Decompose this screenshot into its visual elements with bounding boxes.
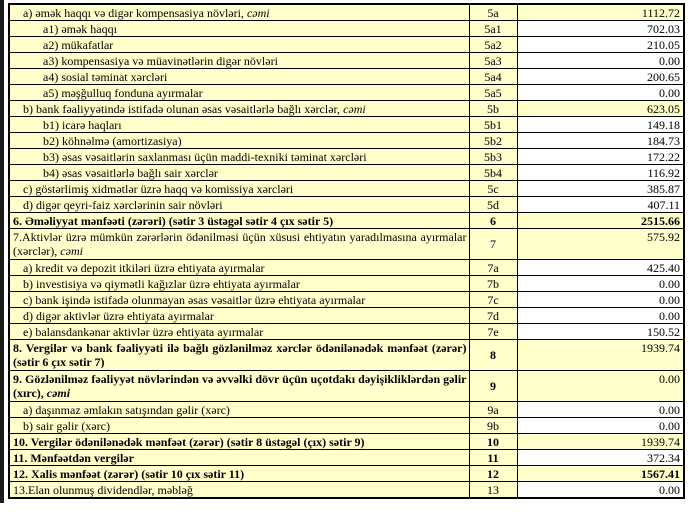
cell-code-5b3: 5b3 (469, 149, 517, 165)
cell-value-6: 2515.66 (517, 213, 684, 229)
cell-code-5a4: 5a4 (469, 69, 517, 85)
cell-label-5a5: a5) məşğulluq fonduna ayırmalar (9, 85, 469, 101)
table-row (9, 165, 684, 181)
cell-code-5d: 5d (469, 197, 517, 213)
table-row (9, 260, 684, 276)
cell-label-5a1: a1) əmək haqqı (9, 21, 469, 37)
cell-code-12: 12 (469, 466, 517, 482)
cell-label-5b4: b4) əsas vəsaitlərlə bağlı sair xərclər (9, 165, 469, 181)
cell-value-5b1: 149.18 (517, 117, 684, 133)
cell-value-11: 372.34 (517, 450, 684, 466)
cell-label-7: 7.Aktivlər üzrə mümkün zərərlərin ödənilməsi üçün xüsusi ehtiyatın yaradılmasına ayırmalar (xərclər), cəmi (9, 229, 469, 260)
cell-label-7b: b) investisiya və qiymətli kağızlar üzrə ehtiyata ayırmalar (9, 276, 469, 292)
table-row (9, 482, 684, 499)
cell-value-5a1: 702.03 (517, 21, 684, 37)
table-row (9, 402, 684, 418)
cell-value-5b4: 116.92 (517, 165, 684, 181)
table-row (9, 229, 684, 260)
table-row (9, 434, 684, 450)
cell-label-9b: b) sair gəlir (xərc) (9, 418, 469, 434)
cell-value-5b3: 172.22 (517, 149, 684, 165)
cell-code-5a2: 5a2 (469, 37, 517, 53)
cell-code-7a: 7a (469, 260, 517, 276)
table-row (9, 292, 684, 308)
table-row (9, 418, 684, 434)
table-row (9, 324, 684, 340)
cell-label-9a: a) daşınmaz əmlakın satışından gəlir (xərc) (9, 402, 469, 418)
cell-label-9: 9. Gözlənilməz fəaliyyət növlərindən və əvvəlki dövr üçün uçotdakı dəyişikliklərdən gəlir (xırc), cəmi (9, 371, 469, 402)
cell-value-7: 575.92 (517, 229, 684, 260)
table-row (9, 308, 684, 324)
cell-label-8: 8. Vergilər və bank fəaliyyəti ilə bağlı gözlənilməz xərclər ödənilənədək mənfəət (zərər) (sətir 6 çıx sətir 7) (9, 340, 469, 371)
table-row (9, 85, 684, 101)
table-row (9, 101, 684, 117)
cell-code-9b: 9b (469, 418, 517, 434)
cell-label-7c: c) bank işində istifadə olunmayan əsas vəsaitlər üzrə ehtiyata ayırmalar (9, 292, 469, 308)
cell-code-5a3: 5a3 (469, 53, 517, 69)
cell-code-10: 10 (469, 434, 517, 450)
cell-label-7d: d) digər aktivlər üzrə ehtiyata ayırmalar (9, 308, 469, 324)
cell-code-6: 6 (469, 213, 517, 229)
cell-code-5b: 5b (469, 101, 517, 117)
cell-value-9b: 0.00 (517, 418, 684, 434)
cell-value-5a5: 0.00 (517, 85, 684, 101)
cell-label-5b2: b2) köhnəlmə (amortizasiya) (9, 133, 469, 149)
cell-value-9: 0.00 (517, 371, 684, 402)
cell-label-5b: b) bank fəaliyyətində istifadə olunan əsas vəsaitlərlə bağlı xərclər, cəmi (9, 101, 469, 117)
cell-value-9a: 0.00 (517, 402, 684, 418)
cell-code-7d: 7d (469, 308, 517, 324)
table-row (9, 466, 684, 482)
table-row (9, 4, 684, 21)
cell-code-5c: 5c (469, 181, 517, 197)
cell-code-5b4: 5b4 (469, 165, 517, 181)
cell-label-6: 6. Əməliyyat mənfəəti (zərəri) (sətir 3 üstəgəl sətir 4 çıx sətir 5) (9, 213, 469, 229)
cell-value-12: 1567.41 (517, 466, 684, 482)
cell-label-5a3: a3) kompensasiya və müavinətlərin digər növləri (9, 53, 469, 69)
cell-value-5a4: 200.65 (517, 69, 684, 85)
cell-value-7d: 0.00 (517, 308, 684, 324)
cell-label-13: 13.Elan olunmuş dividendlər, məbləğ (9, 482, 469, 499)
cell-label-11: 11. Mənfəətdən vergilər (9, 450, 469, 466)
table-row (9, 371, 684, 402)
table-row (9, 53, 684, 69)
table-row (9, 21, 684, 37)
cell-code-9a: 9a (469, 402, 517, 418)
cell-code-7b: 7b (469, 276, 517, 292)
cell-label-5d: d) digər qeyri-faiz xərclərinin sair növləri (9, 197, 469, 213)
table-row (9, 450, 684, 466)
cell-label-7e: e) balansdankənar aktivlər üzrə ehtiyata ayırmalar (9, 324, 469, 340)
cell-value-5d: 407.11 (517, 197, 684, 213)
table-row (9, 197, 684, 213)
cell-label-5a: a) əmək haqqı və digər kompensasiya növləri, cəmi (9, 4, 469, 21)
cell-value-5a3: 0.00 (517, 53, 684, 69)
cell-label-12: 12. Xalis mənfəət (zərər) (sətir 10 çıx sətir 11) (9, 466, 469, 482)
cell-label-7a: a) kredit və depozit itkiləri üzrə ehtiyata ayırmalar (9, 260, 469, 276)
cell-label-10: 10. Vergilər ödənilənədək mənfəət (zərər) (sətir 8 üstəgəl (çıx) sətir 9) (9, 434, 469, 450)
cell-code-7c: 7c (469, 292, 517, 308)
report-table-body (9, 4, 684, 498)
cell-code-5a: 5a (469, 4, 517, 21)
table-row (9, 37, 684, 53)
cell-code-5b2: 5b2 (469, 133, 517, 149)
cell-value-7e: 150.52 (517, 324, 684, 340)
cell-label-5b3: b3) əsas vəsaitlərin saxlanması üçün maddi-texniki təminat xərcləri (9, 149, 469, 165)
cell-label-5a4: a4) sosial təminat xərcləri (9, 69, 469, 85)
cell-value-10: 1939.74 (517, 434, 684, 450)
cell-value-7b: 0.00 (517, 276, 684, 292)
cell-value-7a: 425.40 (517, 260, 684, 276)
cell-code-5a5: 5a5 (469, 85, 517, 101)
cell-code-5a1: 5a1 (469, 21, 517, 37)
table-row (9, 133, 684, 149)
cell-value-8: 1939.74 (517, 340, 684, 371)
cell-code-11: 11 (469, 450, 517, 466)
cell-value-5c: 385.87 (517, 181, 684, 197)
table-row (9, 117, 684, 133)
cell-code-5b1: 5b1 (469, 117, 517, 133)
cell-value-13: 0.00 (517, 482, 684, 499)
table-row (9, 276, 684, 292)
table-row (9, 340, 684, 371)
cell-code-7: 7 (469, 229, 517, 260)
cell-value-5b2: 184.73 (517, 133, 684, 149)
page-edge-strip (0, 0, 4, 503)
cell-code-7e: 7e (469, 324, 517, 340)
cell-label-5b1: b1) icarə haqları (9, 117, 469, 133)
cell-code-13: 13 (469, 482, 517, 499)
cell-value-7c: 0.00 (517, 292, 684, 308)
cell-label-5c: c) göstərlimiş xidmətlər üzrə haqq və komissiya xərcləri (9, 181, 469, 197)
table-row (9, 149, 684, 165)
income-statement-table (8, 3, 685, 499)
table-row (9, 181, 684, 197)
cell-label-5a2: a2) mükafatlar (9, 37, 469, 53)
cell-value-5a: 1112.72 (517, 4, 684, 21)
table-row (9, 213, 684, 229)
table-row (9, 69, 684, 85)
cell-value-5a2: 210.05 (517, 37, 684, 53)
cell-code-8: 8 (469, 340, 517, 371)
cell-value-5b: 623.05 (517, 101, 684, 117)
cell-code-9: 9 (469, 371, 517, 402)
